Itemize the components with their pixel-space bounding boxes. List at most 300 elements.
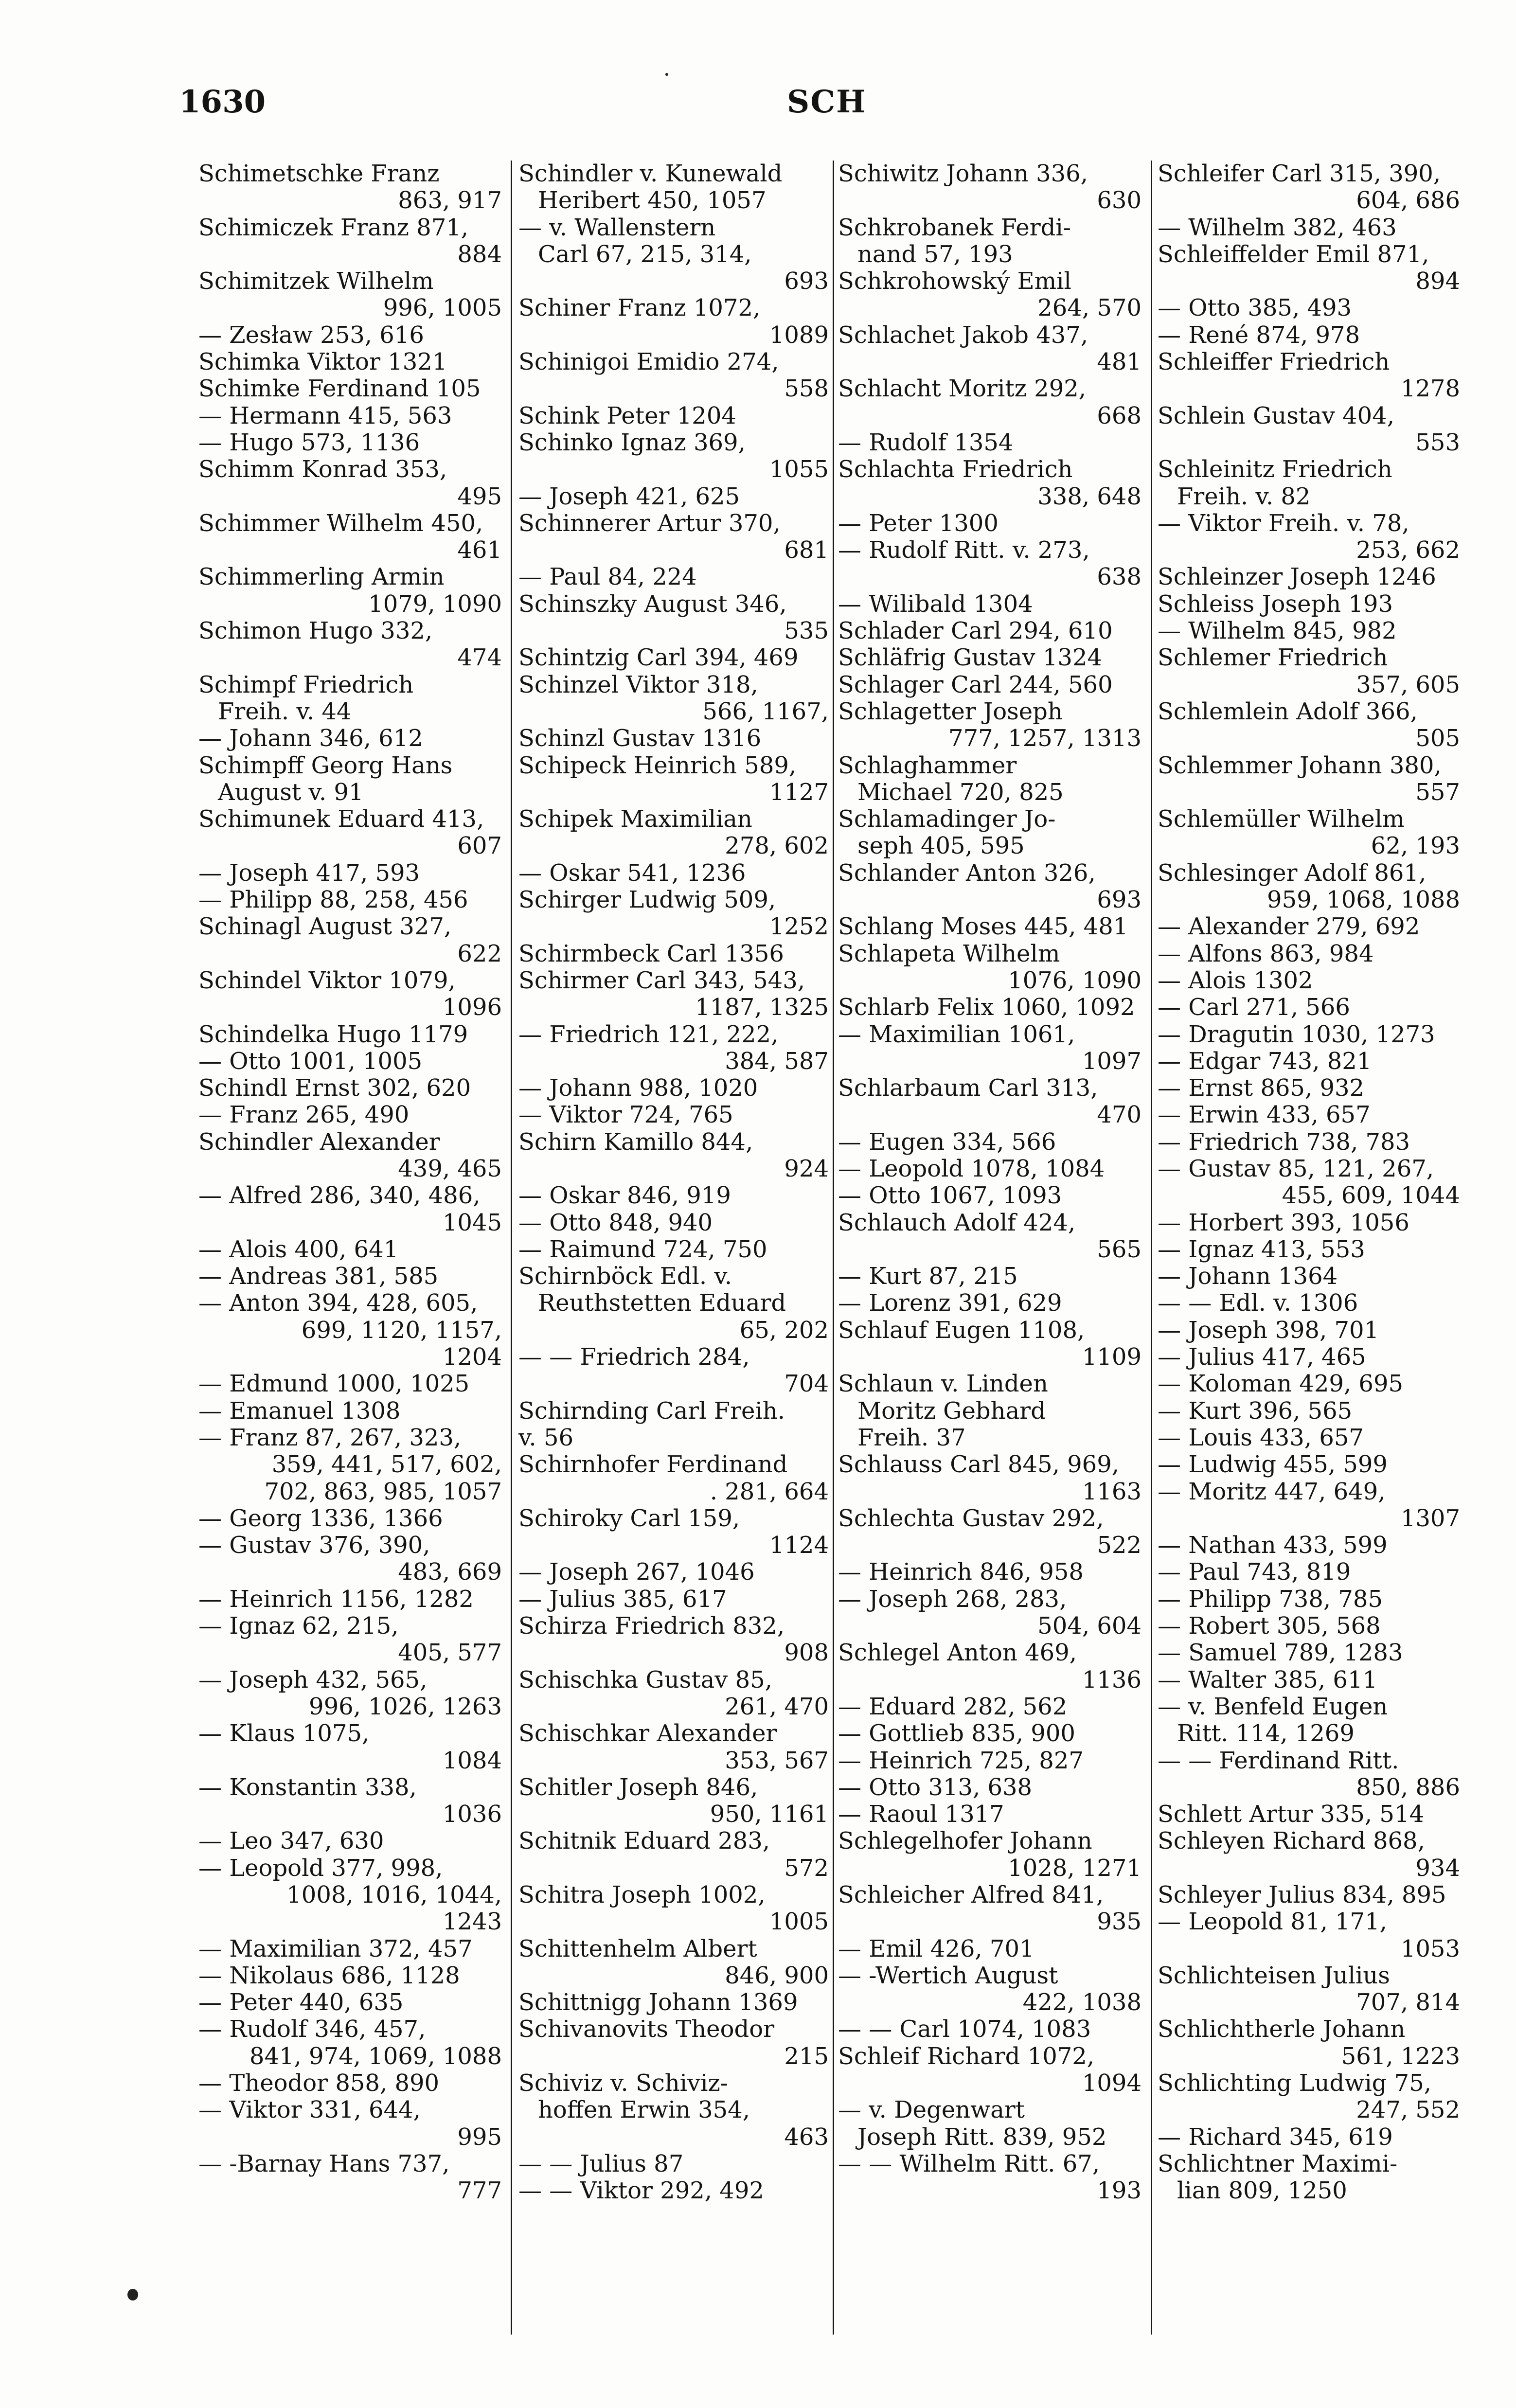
entry-line: — Alfons 863, 984	[1158, 940, 1374, 967]
index-entry	[1158, 1640, 1460, 1666]
index-entry	[1158, 1263, 1460, 1290]
entry-continuation: 699, 1120, 1157,	[301, 1316, 502, 1344]
entry-continuation: 1028, 1271	[1008, 1854, 1141, 1882]
entry-line: — Otto 1067, 1093	[838, 1182, 1062, 1210]
entry-line: — Heinrich 846, 958	[838, 1558, 1084, 1586]
entry-continuation: 604, 686	[1356, 187, 1460, 214]
entry-line: — Raoul 1317	[838, 1801, 1004, 1828]
entry-continuation: 483, 669	[398, 1558, 502, 1586]
entry-line: Schimpf Friedrich	[198, 671, 414, 698]
entry-continuation: 535	[784, 617, 829, 645]
index-entry	[198, 1021, 502, 1048]
entry-line: — Alexander 279, 692	[1158, 913, 1420, 941]
index-entry	[198, 403, 502, 429]
index-entry	[198, 564, 502, 618]
entry-continuation: 846, 900	[725, 1962, 829, 1989]
entry-line: — Philipp 88, 258, 456	[198, 886, 468, 914]
index-entry	[1158, 1021, 1460, 1048]
entry-line: — Walter 385, 611	[1158, 1666, 1378, 1694]
entry-line: Schischkar Alexander	[518, 1720, 777, 1748]
index-entry	[198, 1613, 502, 1667]
entry-line: Schindelka Hugo 1179	[198, 1020, 468, 1048]
index-entry	[1158, 1425, 1460, 1451]
index-entry	[838, 1451, 1141, 1505]
entry-continuation: 996, 1026, 1263	[309, 1693, 502, 1720]
entry-continuation: 1089	[769, 321, 829, 349]
entry-line: Schiviz v. Schiviz-	[518, 2069, 728, 2097]
entry-line: — Julius 385, 617	[518, 1585, 727, 1613]
entry-continuation: 1053	[1400, 1935, 1460, 1962]
index-entry	[518, 403, 829, 429]
entry-line: Schleinzer Joseph 1246	[1158, 563, 1436, 591]
entry-line: Schlein Gustav 404,	[1158, 402, 1395, 429]
entry-line: — Leo 347, 630	[198, 1827, 384, 1855]
entry-line: Schleif Richard 1072,	[838, 2042, 1095, 2070]
index-entry	[1158, 1828, 1460, 1882]
entry-line: Schitler Joseph 846,	[518, 1773, 758, 1801]
entry-continuation: 405, 577	[398, 1639, 502, 1667]
index-entry	[1158, 295, 1460, 321]
entry-line: Schlagetter Joseph	[838, 697, 1063, 725]
entry-continuation: 278, 602	[725, 832, 829, 860]
index-entry	[518, 1451, 829, 1505]
entry-line: Schlang Moses 445, 481	[838, 913, 1128, 941]
entry-line: Schlechta Gustav 292,	[838, 1504, 1104, 1532]
entry-line: — Rudolf 1354	[838, 428, 1014, 456]
index-entry	[1158, 1451, 1460, 1478]
entry-continuation: 481	[1097, 348, 1141, 376]
index-entry	[838, 752, 1141, 806]
entry-continuation: . 281, 664	[710, 1478, 829, 1505]
index-entry	[838, 322, 1141, 376]
entry-line: Schirnding Carl Freih.	[518, 1397, 785, 1425]
index-entry	[518, 752, 829, 806]
index-entry	[1158, 1344, 1460, 1371]
index-entry	[838, 1505, 1141, 1559]
index-entry	[838, 2016, 1141, 2043]
entry-line: — Eugen 334, 566	[838, 1128, 1056, 1156]
index-entry	[198, 725, 502, 752]
entry-line: Schlemlein Adolf 366,	[1158, 697, 1418, 725]
entry-continuation: Heribert 450, 1057	[538, 187, 767, 214]
entry-continuation: hoffen Erwin 354,	[538, 2096, 750, 2124]
index-entry	[518, 214, 829, 295]
entry-line: Schivanovits Theodor	[518, 2016, 775, 2043]
entry-continuation: 557	[1415, 778, 1460, 806]
entry-line: — Nikolaus 686, 1128	[198, 1962, 460, 1989]
entry-line: — Oskar 541, 1236	[518, 859, 746, 887]
entry-continuation: 1307	[1400, 1504, 1460, 1532]
index-entry	[518, 564, 829, 590]
index-entry	[1158, 994, 1460, 1021]
index-entry	[518, 1989, 829, 2016]
entry-line: — v. Wallenstern	[518, 214, 716, 241]
entry-line: — Emil 426, 701	[838, 1935, 1034, 1962]
index-entry	[838, 806, 1141, 860]
entry-continuation: 461	[457, 536, 502, 564]
entry-continuation: 1187, 1325	[695, 994, 829, 1021]
entry-line: Schintzig Carl 394, 469	[518, 644, 799, 672]
index-entry	[518, 644, 829, 671]
entry-line: Schlauf Eugen 1108,	[838, 1316, 1085, 1344]
entry-line: — — Wilhelm Ritt. 67,	[838, 2150, 1100, 2177]
entry-line: — Andreas 381, 585	[198, 1263, 439, 1290]
entry-line: — Klaus 1075,	[198, 1720, 370, 1748]
entry-line: — Eduard 282, 562	[838, 1693, 1068, 1720]
entry-line: Schipeck Heinrich 589,	[518, 751, 797, 779]
index-entry	[518, 295, 829, 349]
index-entry	[518, 349, 829, 403]
entry-line: — Robert 305, 568	[1158, 1612, 1381, 1640]
entry-line: — Johann 346, 612	[198, 725, 423, 752]
index-entry	[838, 698, 1141, 752]
entry-continuation: 1076, 1090	[1008, 966, 1141, 994]
entry-continuation: 215	[784, 2042, 829, 2070]
index-entry	[838, 429, 1141, 456]
entry-continuation: 553	[1415, 428, 1460, 456]
ink-speck	[127, 2289, 138, 2301]
index-entry	[198, 2151, 502, 2205]
index-entry	[1158, 1694, 1460, 1748]
entry-line: Schinnerer Artur 370,	[518, 509, 781, 537]
index-entry	[838, 1371, 1141, 1451]
entry-continuation: 935	[1097, 1908, 1141, 1936]
entry-line: Schimke Ferdinand 105	[198, 375, 481, 403]
index-entry	[1158, 1317, 1460, 1344]
index-entry	[838, 994, 1141, 1021]
entry-continuation: 995	[457, 2123, 502, 2151]
entry-line: Schinszky August 346,	[518, 590, 787, 618]
entry-line: Schlader Carl 294, 610	[838, 617, 1113, 645]
index-entry	[838, 1182, 1141, 1209]
entry-continuation: 959, 1068, 1088	[1267, 886, 1460, 914]
index-entry	[518, 967, 829, 1021]
entry-continuation: 359, 441, 517, 602,	[271, 1451, 502, 1479]
entry-line: — — Carl 1074, 1083	[838, 2016, 1091, 2043]
entry-line: — Edmund 1000, 1025	[198, 1370, 470, 1398]
index-entry	[1158, 1075, 1460, 1102]
entry-continuation: 470	[1097, 1101, 1141, 1129]
entry-line: Schink Peter 1204	[518, 402, 736, 429]
index-entry	[838, 2097, 1141, 2151]
entry-continuation: 704	[784, 1370, 829, 1398]
entry-line: Schleyen Richard 868,	[1158, 1827, 1425, 1855]
entry-line: Schinagl August 327,	[198, 913, 452, 941]
entry-continuation: 1036	[442, 1801, 502, 1828]
entry-line: — Paul 84, 224	[518, 563, 697, 591]
entry-line: Schlegel Anton 469,	[838, 1639, 1077, 1667]
index-entry	[1158, 1156, 1460, 1210]
entry-line: Schirger Ludwig 509,	[518, 886, 776, 914]
index-entry	[838, 860, 1141, 914]
index-entry	[518, 1398, 829, 1452]
index-entry	[198, 2070, 502, 2097]
entry-continuation: Carl 67, 215, 314,	[538, 240, 752, 268]
index-entry	[838, 1317, 1141, 1371]
entry-line: — Gustav 376, 390,	[198, 1532, 430, 1559]
entry-continuation: 841, 974, 1069, 1088	[249, 2042, 502, 2070]
entry-line: — Leopold 1078, 1084	[838, 1155, 1105, 1182]
index-entry	[838, 1156, 1141, 1182]
entry-continuation: 1136	[1082, 1666, 1141, 1694]
entry-line: Schimka Viktor 1321	[198, 348, 447, 376]
entry-continuation: 1124	[769, 1532, 829, 1559]
index-entry	[518, 1586, 829, 1613]
index-entry	[518, 1344, 829, 1398]
entry-line: — Ludwig 455, 599	[1158, 1451, 1388, 1479]
index-entry	[1158, 1048, 1460, 1075]
entry-line: — Rudolf Ritt. v. 273,	[838, 536, 1090, 564]
entry-line: Schiroky Carl 159,	[518, 1504, 740, 1532]
entry-line: Schitnik Eduard 283,	[518, 1827, 770, 1855]
index-entry	[1158, 1909, 1460, 1962]
index-entry	[518, 887, 829, 941]
index-entry	[1158, 1559, 1460, 1586]
entry-line: — Julius 417, 465	[1158, 1343, 1366, 1371]
index-entry	[838, 1962, 1141, 2016]
entry-continuation: Freih. 37	[857, 1424, 966, 1451]
index-entry	[198, 2016, 502, 2070]
entry-line: Schinigoi Emidio 274,	[518, 348, 779, 376]
index-entry	[838, 1586, 1141, 1640]
entry-continuation: 505	[1415, 725, 1460, 752]
index-entry	[838, 1021, 1141, 1075]
entry-line: — v. Degenwart	[838, 2096, 1025, 2124]
index-entry	[198, 1075, 502, 1102]
index-entry	[1158, 618, 1460, 644]
index-entry	[838, 1774, 1141, 1801]
entry-line: — Leopold 377, 998,	[198, 1854, 443, 1882]
index-entry	[1158, 161, 1460, 214]
index-column-4	[1158, 161, 1460, 2205]
entry-continuation: 1096	[442, 994, 502, 1021]
entry-line: Schlander Anton 326,	[838, 859, 1096, 887]
entry-line: Schinzel Viktor 318,	[518, 671, 758, 698]
index-entry	[198, 887, 502, 913]
index-entry	[1158, 644, 1460, 698]
entry-continuation: 693	[784, 268, 829, 295]
entry-line: — Oskar 846, 919	[518, 1182, 731, 1210]
index-entry	[838, 1559, 1141, 1586]
entry-line: Schirn Kamillo 844,	[518, 1128, 753, 1156]
entry-line: Schlesinger Adolf 861,	[1158, 859, 1427, 887]
entry-continuation: 693	[1097, 886, 1141, 914]
entry-line: — Maximilian 1061,	[838, 1020, 1075, 1048]
entry-line: — Philipp 738, 785	[1158, 1585, 1383, 1613]
page-number: 1630	[179, 84, 266, 120]
entry-continuation: 384, 587	[725, 1047, 829, 1075]
index-column-3	[838, 161, 1141, 2205]
index-entry	[198, 322, 502, 349]
entry-continuation: Reuthstetten Eduard	[538, 1289, 786, 1317]
column-divider	[511, 161, 512, 2335]
index-entry	[198, 618, 502, 672]
entry-continuation: 934	[1415, 1854, 1460, 1882]
index-entry	[198, 1182, 502, 1236]
entry-continuation: 1079, 1090	[368, 590, 502, 618]
entry-line: — Viktor 331, 644,	[198, 2096, 421, 2124]
entry-line: Schimiczek Franz 871,	[198, 214, 469, 241]
index-entry	[1158, 1586, 1460, 1613]
index-entry	[518, 806, 829, 860]
index-entry	[1158, 214, 1460, 241]
index-entry	[1158, 2070, 1460, 2124]
index-entry	[518, 2070, 829, 2151]
entry-line: — -Wertich August	[838, 1962, 1058, 1989]
entry-continuation: 264, 570	[1037, 294, 1141, 322]
entry-line: — Gottlieb 835, 900	[838, 1720, 1075, 1748]
entry-line: Schlichting Ludwig 75,	[1158, 2069, 1431, 2097]
index-entry	[1158, 510, 1460, 564]
index-entry	[198, 268, 502, 322]
index-entry	[518, 725, 829, 752]
entry-continuation: 630	[1097, 187, 1141, 214]
index-column-1	[198, 161, 502, 2205]
entry-continuation: 702, 863, 985, 1057	[264, 1478, 502, 1505]
index-entry	[198, 1236, 502, 1263]
index-entry	[518, 1182, 829, 1209]
entry-continuation: 1084	[442, 1747, 502, 1774]
entry-continuation: 565	[1097, 1235, 1141, 1263]
entry-line: — Ignaz 62, 215,	[198, 1612, 399, 1640]
index-entry	[1158, 860, 1460, 914]
entry-line: Schlett Artur 335, 514	[1158, 1801, 1425, 1828]
entry-line: — Johann 1364	[1158, 1263, 1338, 1290]
section-header: SCH	[787, 84, 867, 120]
entry-continuation: 1008, 1016, 1044,	[286, 1881, 502, 1909]
entry-continuation: 1097	[1082, 1047, 1141, 1075]
index-entry	[518, 1936, 829, 1990]
entry-continuation: 850, 886	[1356, 1773, 1460, 1801]
entry-line: Schlemüller Wilhelm	[1158, 805, 1405, 833]
entry-continuation: 1005	[769, 1908, 829, 1936]
index-entry	[198, 806, 502, 860]
entry-line: Schischka Gustav 85,	[518, 1666, 772, 1694]
entry-line: — Rudolf 346, 457,	[198, 2016, 426, 2043]
entry-line: Schittenhelm Albert	[518, 1935, 757, 1962]
entry-continuation: 566, 1167,	[702, 697, 829, 725]
entry-line: Schlamadinger Jo-	[838, 805, 1056, 833]
entry-line: — Joseph 268, 283,	[838, 1585, 1067, 1613]
index-entry	[198, 967, 502, 1021]
entry-continuation: 558	[784, 375, 829, 403]
entry-line: — Paul 743, 819	[1158, 1558, 1351, 1586]
entry-continuation: 1127	[769, 778, 829, 806]
entry-continuation: 193	[1097, 2177, 1141, 2205]
entry-continuation: 455, 609, 1044	[1282, 1182, 1460, 1210]
index-entry	[198, 1048, 502, 1075]
index-entry	[198, 1586, 502, 1613]
index-entry	[1158, 1210, 1460, 1236]
index-entry	[1158, 1801, 1460, 1828]
entry-line: Schlachta Friedrich	[838, 456, 1073, 483]
entry-continuation: lian 809, 1250	[1177, 2177, 1347, 2205]
index-entry	[1158, 1102, 1460, 1128]
index-entry	[1158, 1613, 1460, 1640]
entry-continuation: August v. 91	[218, 778, 364, 806]
index-entry	[518, 860, 829, 887]
entry-continuation: 884	[457, 240, 502, 268]
index-entry	[518, 1505, 829, 1559]
index-entry	[838, 1290, 1141, 1317]
entry-line: — Konstantin 338,	[198, 1773, 417, 1801]
entry-line: — Ignaz 413, 553	[1158, 1235, 1365, 1263]
index-entry	[1158, 1962, 1460, 2016]
entry-line: — Raimund 724, 750	[518, 1235, 767, 1263]
entry-continuation: 504, 604	[1037, 1612, 1141, 1640]
entry-continuation: Joseph Ritt. 839, 952	[857, 2123, 1107, 2151]
entry-continuation: 1252	[769, 913, 829, 941]
index-entry	[838, 1075, 1141, 1129]
entry-line: Schlaghammer	[838, 751, 1017, 779]
entry-line: — Hermann 415, 563	[198, 402, 452, 429]
index-entry	[1158, 456, 1460, 510]
entry-continuation: 681	[784, 536, 829, 564]
entry-line: Schimitzek Wilhelm	[198, 268, 434, 295]
entry-line: — Wilibald 1304	[838, 590, 1033, 618]
entry-line: — — Viktor 292, 492	[518, 2177, 764, 2205]
entry-line: Schirza Friedrich 832,	[518, 1612, 785, 1640]
index-entry	[838, 537, 1141, 591]
entry-line: Schleiffer Friedrich	[1158, 348, 1390, 376]
index-entry	[518, 941, 829, 967]
index-entry	[1158, 1371, 1460, 1397]
entry-continuation: 247, 552	[1356, 2096, 1460, 2124]
entry-line: Schinzl Gustav 1316	[518, 725, 762, 752]
index-entry	[198, 1532, 502, 1586]
ink-speck	[665, 73, 668, 76]
index-entry	[838, 913, 1141, 940]
index-entry	[198, 752, 502, 806]
entry-line: — Moritz 447, 649,	[1158, 1478, 1386, 1505]
index-entry	[838, 672, 1141, 698]
entry-continuation: 908	[784, 1639, 829, 1667]
entry-line: Schlarbaum Carl 313,	[838, 1074, 1098, 1102]
entry-continuation: 1055	[769, 456, 829, 483]
entry-continuation: 950, 1161	[710, 1801, 829, 1828]
index-entry	[838, 1694, 1141, 1720]
index-entry	[198, 1989, 502, 2016]
index-entry	[518, 429, 829, 483]
entry-continuation: 894	[1415, 268, 1460, 295]
entry-continuation: 1278	[1400, 375, 1460, 403]
entry-continuation: 777, 1257, 1313	[948, 725, 1141, 752]
entry-line: Schlemer Friedrich	[1158, 644, 1388, 672]
index-entry	[1158, 2016, 1460, 2070]
entry-continuation: Ritt. 114, 1269	[1177, 1720, 1355, 1748]
entry-line: — Gustav 85, 121, 267,	[1158, 1155, 1434, 1182]
column-divider	[1151, 161, 1152, 2335]
entry-line: — Leopold 81, 171,	[1158, 1908, 1387, 1936]
entry-line: Schlacht Moritz 292,	[838, 375, 1087, 403]
entry-continuation: 924	[784, 1155, 829, 1182]
index-entry	[198, 1129, 502, 1183]
index-entry	[518, 1720, 829, 1774]
entry-continuation: 1243	[442, 1908, 502, 1936]
entry-continuation: nand 57, 193	[857, 240, 1013, 268]
entry-line: Schlachet Jakob 437,	[838, 321, 1088, 349]
entry-continuation: 572	[784, 1854, 829, 1882]
entry-line: — — Edl. v. 1306	[1158, 1289, 1358, 1317]
entry-line: — Peter 1300	[838, 509, 999, 537]
index-entry	[838, 2151, 1141, 2205]
entry-continuation: 422, 1038	[1022, 1989, 1141, 2016]
index-entry	[518, 1021, 829, 1075]
entry-line: Schleiss Joseph 193	[1158, 590, 1393, 618]
entry-continuation: 62, 193	[1371, 832, 1460, 860]
entry-continuation: 522	[1097, 1532, 1141, 1559]
entry-line: — Heinrich 1156, 1282	[198, 1585, 474, 1613]
